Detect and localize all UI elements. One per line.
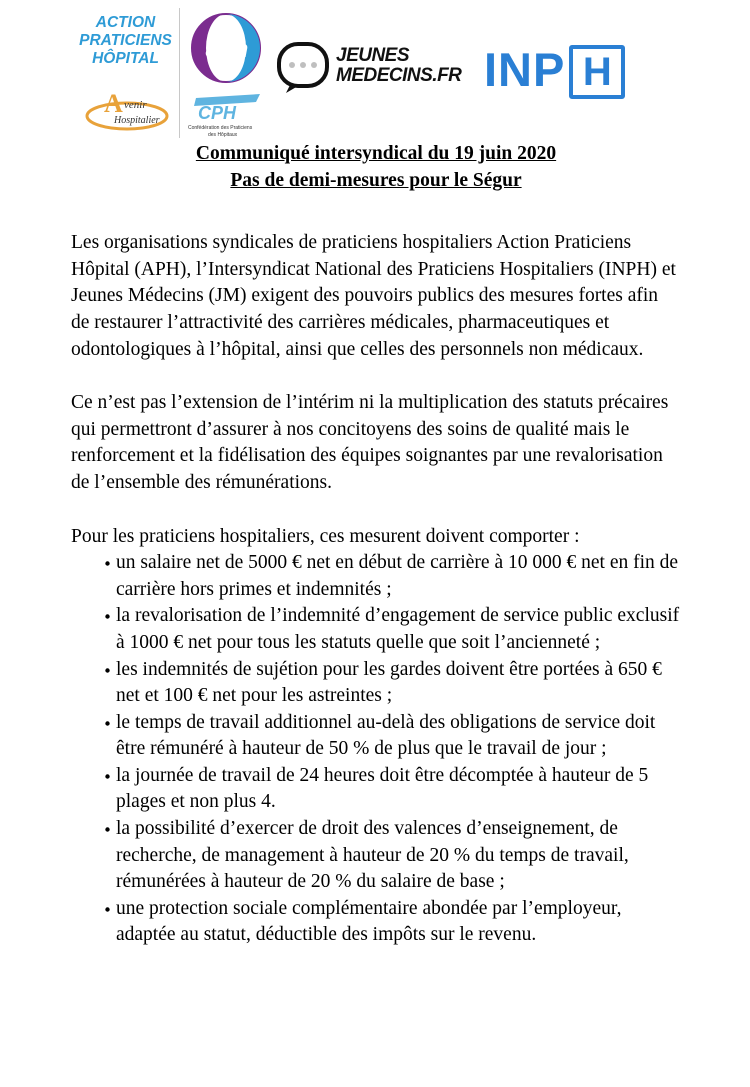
list-item-text: un salaire net de 5000 € net en début de carrière à 10 000 € net en fin de carrière hors primes et indemnités ; bbox=[116, 552, 679, 600]
avenir-hospitalier-logo bbox=[84, 92, 170, 132]
jeunes-medecins-wordmark bbox=[336, 46, 461, 86]
list-item bbox=[71, 603, 681, 656]
paragraph-intro-list: Pour les praticiens hospitaliers, ces mesurent doivent comporter : bbox=[71, 525, 580, 547]
bullet-icon bbox=[105, 614, 110, 619]
aph-logo-line: PRATICIENS bbox=[79, 32, 172, 49]
cph-subtitle: des Hôpitaux bbox=[208, 132, 238, 138]
inph-h-box: H bbox=[569, 45, 625, 99]
list-item bbox=[71, 816, 681, 896]
list-item-text: les indemnités de sujétion pour les gardes doivent être portées à 650 € net et 100 € net pour les astreintes ; bbox=[116, 658, 662, 707]
paragraph: Les organisations syndicales de praticiens hospitaliers Action Praticiens Hôpital (APH), l’Intersyndicat National des Praticiens Hospitaliers (INPH) et Jeunes Médecins (JM) exigent des pouvoirs publics des mesures fortes afin de restaurer l’attractivité des carrières médicales, pharmaceutiques et odontologiques à l’hôpital, ainsi que celles des personnels non médicaux. bbox=[71, 232, 676, 360]
title-line-subject: Pas de demi-mesures pour le Ségur bbox=[230, 169, 522, 191]
list-item bbox=[71, 763, 681, 816]
cph-subtitle: Confédération des Praticiens bbox=[188, 125, 253, 131]
list-item bbox=[71, 657, 681, 710]
list-item-text: la possibilité d’exercer de droit des valences d’enseignement, de recherche, de management à hauteur de 20 % du temps de travail, rémunérées à hauteur de 20 % du salaire de base ; bbox=[116, 818, 629, 893]
bullet-icon bbox=[105, 721, 110, 726]
list-item bbox=[71, 896, 681, 949]
cph-text: CPH bbox=[198, 103, 237, 123]
list-item bbox=[71, 710, 681, 763]
bullet-icon bbox=[105, 907, 110, 912]
demands-list bbox=[71, 550, 681, 949]
list-item bbox=[71, 550, 681, 603]
aph-logo-line: ACTION bbox=[95, 14, 156, 31]
speech-bubble-icon bbox=[276, 40, 332, 94]
avenir-text: venir bbox=[124, 99, 147, 111]
bullet-icon bbox=[105, 561, 110, 566]
inph-letters: INP bbox=[484, 43, 566, 96]
list-item-text: une protection sociale complémentaire abondée par l’employeur, adaptée au statut, déductible des impôts sur le revenu. bbox=[116, 897, 622, 946]
page-title bbox=[71, 141, 681, 194]
logo-divider bbox=[179, 8, 180, 138]
bullet-icon bbox=[105, 668, 110, 673]
jeunes-medecins-logo bbox=[276, 40, 471, 94]
inph-logo bbox=[484, 45, 625, 95]
aph-logo-line: HÔPITAL bbox=[92, 50, 159, 67]
paragraph: Ce n’est pas l’extension de l’intérim ni la multiplication des statuts précaires qui permettront d’assurer à nos concitoyens des soins de qualité mais le renforcement et la fidélisation des équipes soignantes par une revalorisation de l’ensemble des rémunérations. bbox=[71, 392, 669, 493]
list-item-text: le temps de travail additionnel au-delà des obligations de service doit être rémunéré à hauteur de 50 % de plus que le travail de jour ; bbox=[116, 711, 656, 760]
bullet-icon bbox=[105, 827, 110, 832]
logo-banner bbox=[0, 0, 750, 140]
cph-logo bbox=[186, 92, 266, 138]
jm-line: JEUNES bbox=[336, 45, 410, 66]
bullet-icon bbox=[105, 774, 110, 779]
action-praticiens-hopital-logo bbox=[78, 14, 173, 68]
title-line-date: Communiqué intersyndical du 19 juin 2020 bbox=[195, 143, 557, 164]
aph-mark-text: aph bbox=[205, 36, 249, 63]
aph-circle-logo bbox=[190, 12, 262, 84]
list-item-text: la revalorisation de l’indemnité d’engagement de service public exclusif à 1000 € net pour tous les statuts quelle que soit l’ancienneté ; bbox=[116, 605, 680, 653]
list-item-text: la journée de travail de 24 heures doit être décomptée à hauteur de 5 plages et non plus 4. bbox=[116, 764, 649, 813]
press-release-body bbox=[71, 141, 681, 949]
hospitalier-text: Hospitalier bbox=[114, 115, 160, 126]
jm-line: MEDECINS.FR bbox=[336, 65, 462, 86]
svg-text:A: A bbox=[104, 92, 123, 118]
